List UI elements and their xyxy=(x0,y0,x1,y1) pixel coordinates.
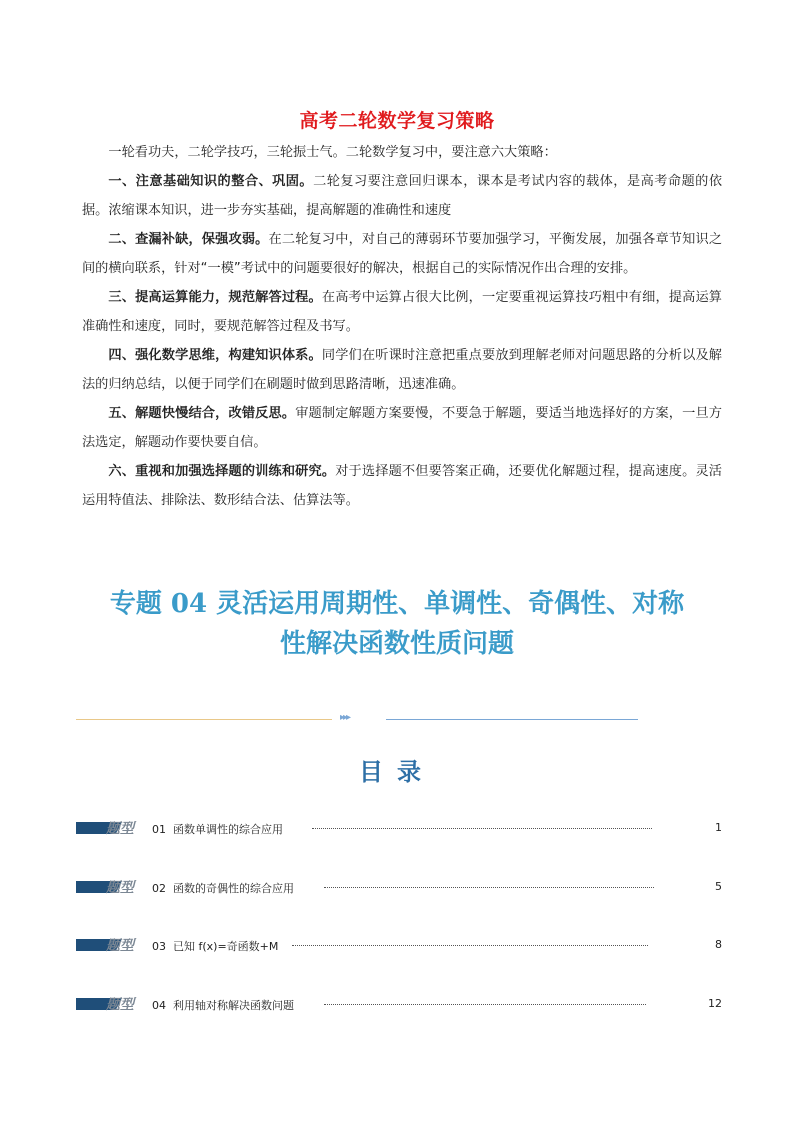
toc-entry[interactable] xyxy=(76,994,726,1016)
strategy-item-heading: 五、解题快慢结合，改错反思。 xyxy=(108,406,296,421)
toc-leader-dots xyxy=(324,887,654,888)
divider-line-right xyxy=(386,719,638,720)
toc-entry-page: 8 xyxy=(715,938,722,951)
toc-title: 目录 xyxy=(359,758,435,786)
toc-entry-number: 01 xyxy=(152,823,166,836)
question-type-badge xyxy=(76,818,148,838)
strategy-item-heading: 三、提高运算能力，规范解答过程。 xyxy=(108,290,322,305)
toc-entry-title xyxy=(152,997,294,1013)
toc-entry-title xyxy=(152,880,294,896)
strategy-item-heading: 六、重视和加强选择题的训练和研究。 xyxy=(108,464,336,479)
topic-title-line-2: 性解决函数性质问题 xyxy=(279,629,514,659)
toc-entry-label: 利用轴对称解决函数问题 xyxy=(173,999,294,1012)
question-type-badge xyxy=(76,994,148,1014)
strategy-item xyxy=(82,399,722,457)
toc-entry-number: 03 xyxy=(152,940,166,953)
question-type-badge xyxy=(76,877,148,897)
toc-entry-page: 12 xyxy=(708,997,722,1010)
toc-entry-page: 5 xyxy=(715,880,722,893)
strategy-item-text: 审题制定解题方案要慢，不要急于解题，要适当地选择好的方案，一旦方法选定，解题动作要快要自信。 xyxy=(82,406,722,450)
topic-title-line-1: 专题 04 灵活运用周期性、单调性、奇偶性、对称 xyxy=(109,589,685,619)
strategy-body xyxy=(82,138,722,515)
section-divider xyxy=(76,712,638,726)
toc-entry-number: 04 xyxy=(152,999,166,1012)
strategy-item-heading: 一、注意基础知识的整合、巩固。 xyxy=(108,174,314,189)
strategy-item xyxy=(82,341,722,399)
strategy-item-heading: 二、查漏补缺，保强攻弱。 xyxy=(108,232,269,247)
divider-line-left xyxy=(76,719,332,720)
toc-entry-page: 1 xyxy=(715,821,722,834)
strategy-item xyxy=(82,283,722,341)
toc-entry-label: 函数的奇偶性的综合应用 xyxy=(173,882,294,895)
triple-arrow-icon: ▸▸▸ xyxy=(340,712,350,723)
strategy-title: 高考二轮数学复习策略 xyxy=(299,110,495,132)
strategy-item xyxy=(82,457,722,515)
badge-label: 题型 xyxy=(106,938,134,954)
toc-entry-label: 函数单调性的综合应用 xyxy=(173,823,283,836)
toc-leader-dots xyxy=(312,828,652,829)
toc-entry[interactable] xyxy=(76,877,726,899)
strategy-intro: 一轮看功夫，二轮学技巧，三轮振士气。二轮数学复习中，要注意六大策略： xyxy=(108,145,557,160)
strategy-item xyxy=(82,167,722,225)
toc-entry[interactable] xyxy=(76,818,726,840)
toc-entry-title xyxy=(152,821,283,837)
badge-label: 题型 xyxy=(106,997,134,1013)
strategy-item-text: 二轮复习要注意回归课本，课本是考试内容的载体，是高考命题的依据。浓缩课本知识，进一步夯实基础，提高解题的准确性和速度 xyxy=(82,174,723,218)
toc-leader-dots xyxy=(292,945,648,946)
badge-label: 题型 xyxy=(106,821,134,837)
topic-title xyxy=(70,584,724,664)
toc-leader-dots xyxy=(324,1004,646,1005)
strategy-item-heading: 四、强化数学思维，构建知识体系。 xyxy=(108,348,322,363)
badge-label: 题型 xyxy=(106,880,134,896)
strategy-item xyxy=(82,225,722,283)
question-type-badge xyxy=(76,935,148,955)
toc-entry-title xyxy=(152,938,278,954)
strategy-item-text: 对于选择题不但要答案正确，还要优化解题过程，提高速度。灵活运用特值法、排除法、数形结合法、估算法等。 xyxy=(82,464,722,508)
strategy-item-text: 同学们在听课时注意把重点要放到理解老师对问题思路的分析以及解法的归纳总结，以便于同学们在刷题时做到思路清晰，迅速准确。 xyxy=(82,348,722,392)
toc-entry[interactable] xyxy=(76,935,726,957)
toc-entry-number: 02 xyxy=(152,882,166,895)
strategy-item-text: 在二轮复习中，对自己的薄弱环节要加强学习，平衡发展，加强各章节知识之间的横向联系，针对“一模”考试中的问题要很好的解决，根据自己的实际情况作出合理的安排。 xyxy=(82,232,723,276)
toc-entry-label: 已知 f(x)=奇函数+M xyxy=(173,940,279,953)
strategy-item-text: 在高考中运算占很大比例，一定要重视运算技巧粗中有细，提高运算准确性和速度，同时，要规范解答过程及书写。 xyxy=(82,290,722,334)
